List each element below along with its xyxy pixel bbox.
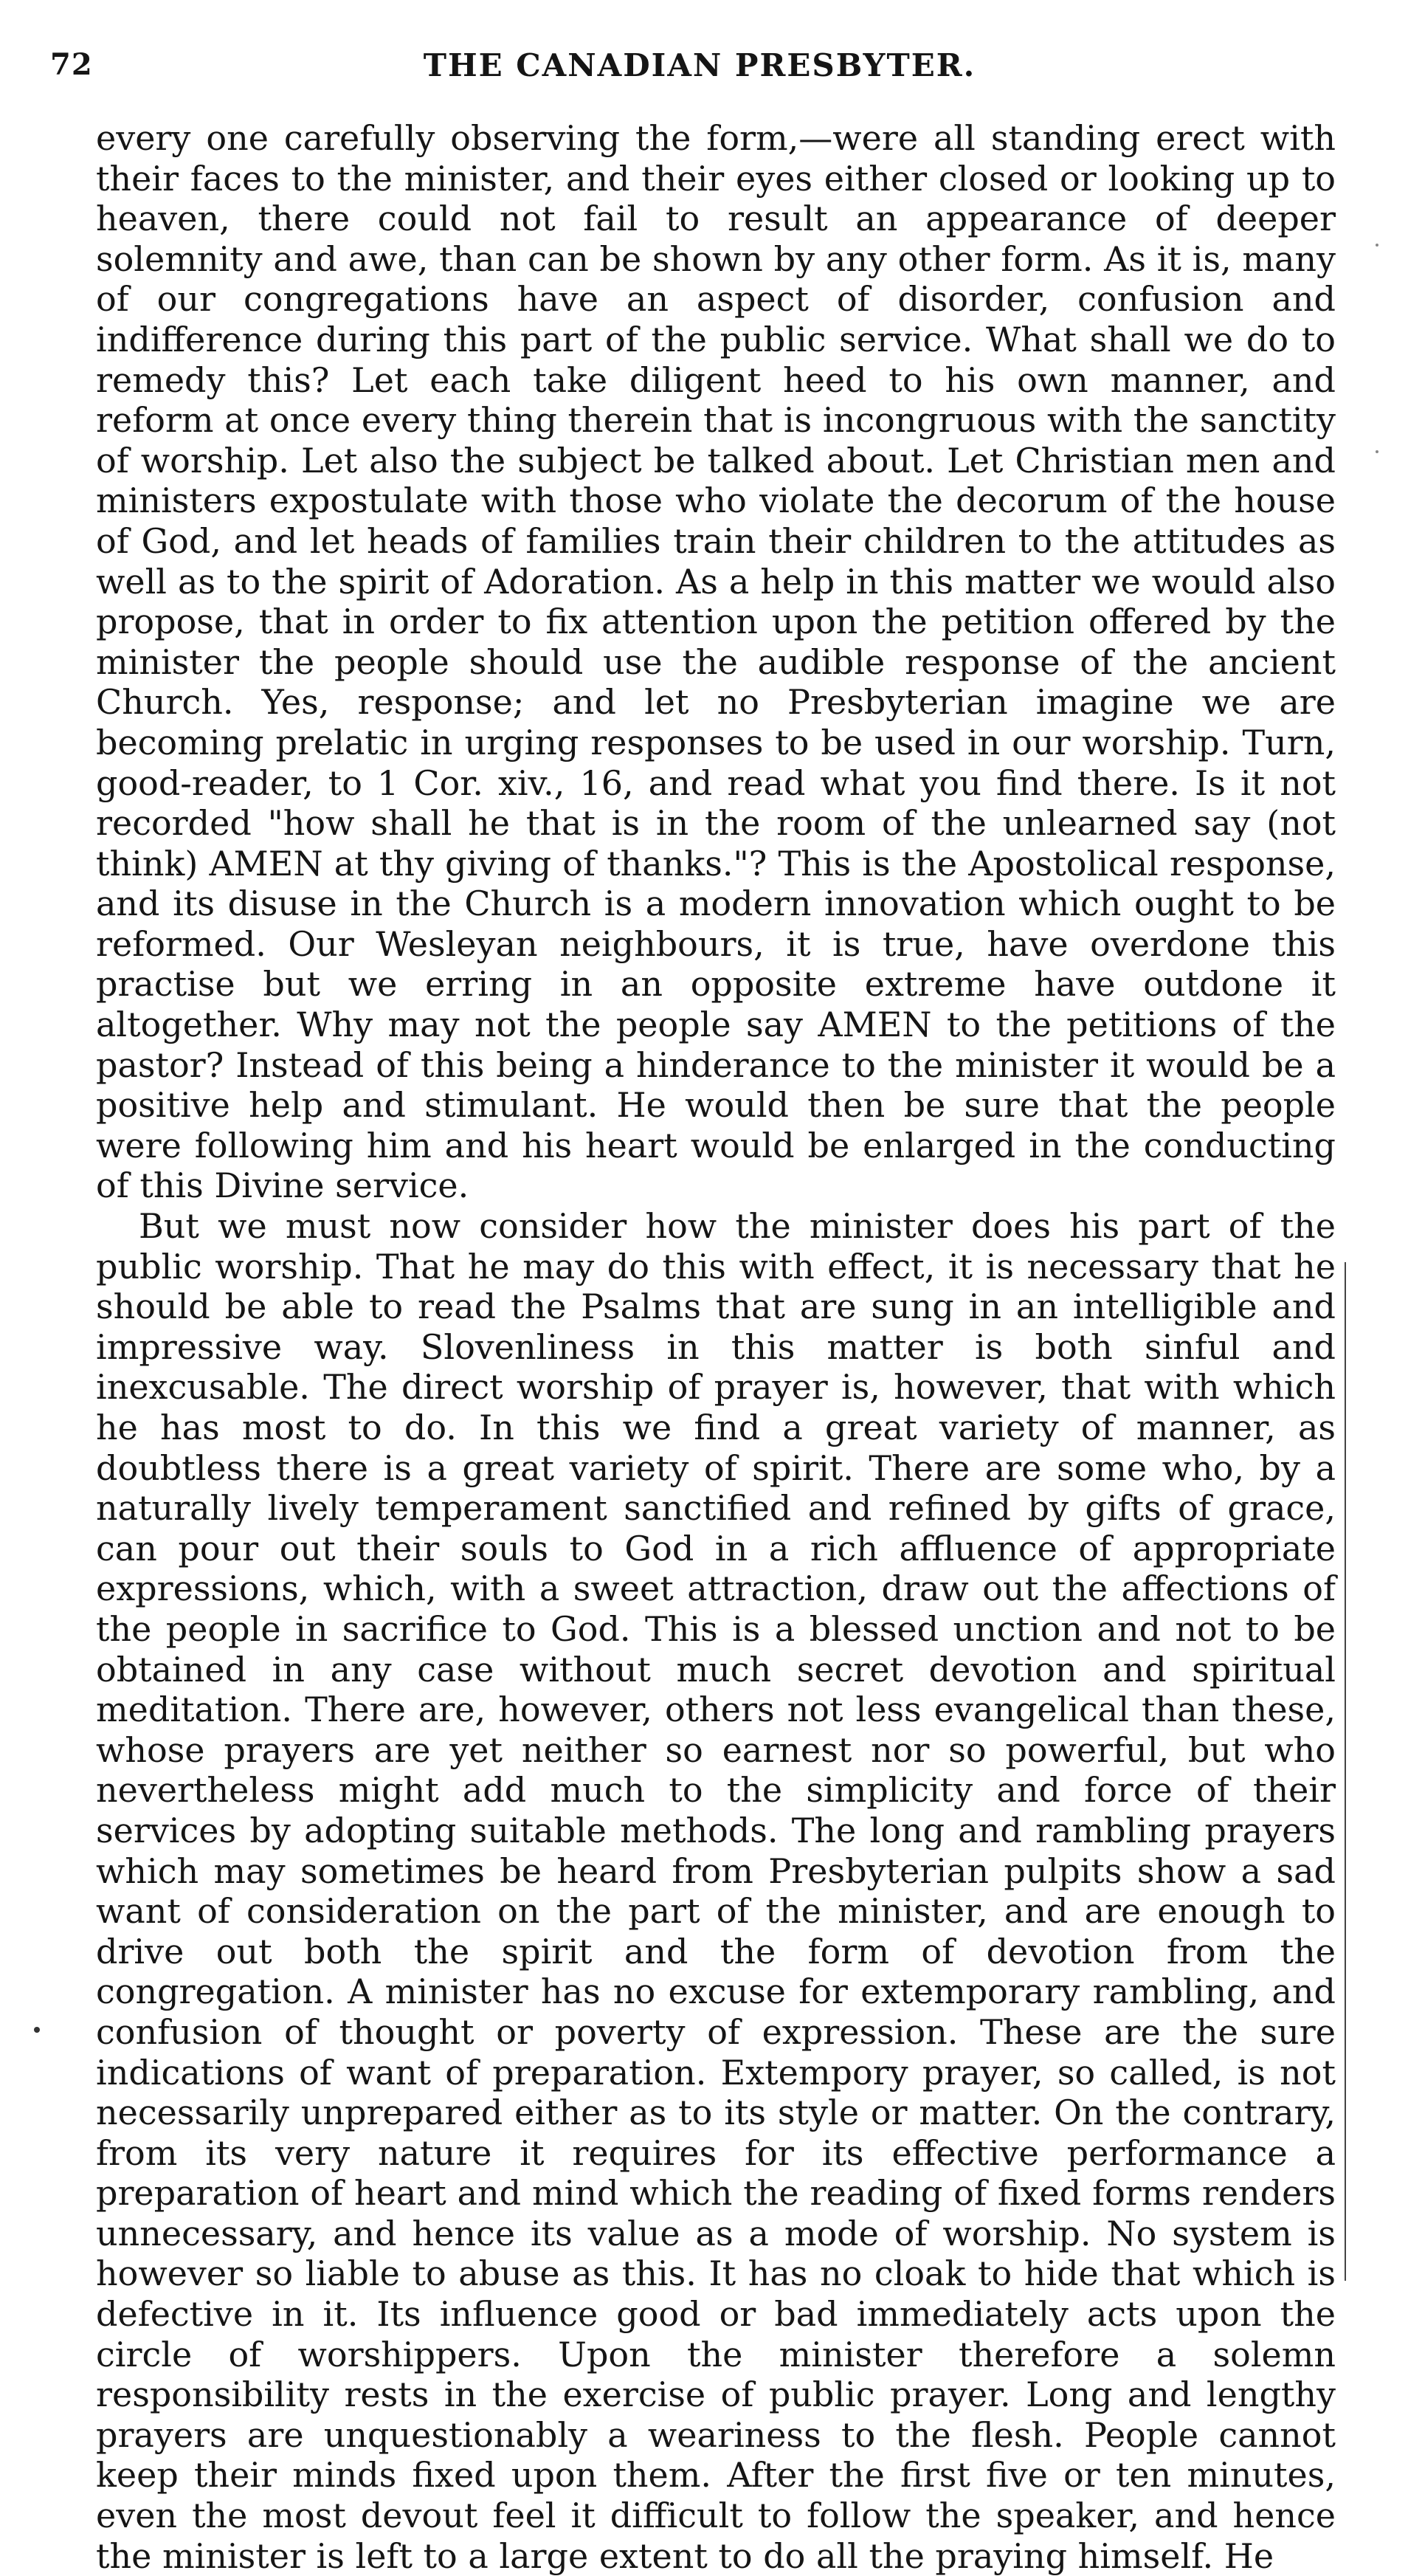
margin-speck — [1376, 450, 1378, 453]
article-body — [96, 118, 1336, 2576]
page-header — [50, 47, 1349, 99]
paragraph-minister-worship: But we must now consider how the minister does his part of the public worship. That he may do this with effect, it is necessary that he should be able to read the Psalms that are sung in an intelligible and impressive way. Slovenliness in this matter is both sinful and inexcusable. The direct worship of prayer is, however, that with which he has most to do. In this we find a great variety of manner, as doubtless there is a great variety of spirit. There are some who, by a naturally lively temperament sanctified and refined by gifts of grace, can pour out their souls to God in a rich affluence of appropriate expressions, which, with a sweet attraction, draw out the affections of the people in sacrifice to God. This is a blessed unction and not to be obtained in any case without much secret devotion and spiritual meditation. There are, however, others not less evangelical than these, whose prayers are yet neither so earnest nor so powerful, but who nevertheless might add much to the simplicity and force of their services by adopting suitable methods. The long and rambling prayers which may sometimes be heard from Presbyterian pulpits show a sad want of consideration on the part of the minister, and are enough to drive out both the spirit and the form of devotion from the congregation. A minister has no excuse for extemporary rambling, and confusion of thought or poverty of expression. These are the sure indications of want of preparation. Extempory prayer, so called, is not necessarily unprepared either as to its style or matter. On the contrary, from its very nature it requires for its effective performance a preparation of heart and mind which the reading of fixed forms renders unnecessary, and hence its value as a mode of worship. No system is however so liable to abuse as this. It has no cloak to hide that which is defective in it. Its influence good or bad immediately acts upon the circle of worshippers. Upon the minister therefore a solemn responsibility rests in the exercise of public prayer. Long and lengthy prayers are unquestionably a weariness to the flesh. People cannot keep their minds fixed upon them. After the first five or ten minutes, even the most devout feel it difficult to follow the speaker, and hence the minister is left to a large extent to do all the praying himself. He — [96, 1206, 1336, 2576]
page-number: 72 — [50, 47, 93, 82]
margin-rule — [1345, 1262, 1346, 2281]
running-title: THE CANADIAN PRESBYTER. — [423, 47, 976, 83]
paragraph-continuation: every one carefully observing the form,—were all standing erect with their faces to the minister, and their eyes either closed or looking up to heaven, there could not fail to result an appearance of deeper solemnity and awe, than can be shown by any other form. As it is, many of our congregations have an aspect of disorder, confusion and indifference during this part of the public service. What shall we do to remedy this? Let each take diligent heed to his own manner, and reform at once every thing therein that is incongruous with the sanctity of worship. Let also the subject be talked about. Let Christian men and ministers expostulate with those who violate the decorum of the house of God, and let heads of families train their children to the attitudes as well as to the spirit of Adoration. As a help in this matter we would also propose, that in order to fix attention upon the petition offered by the minister the people should use the audible response of the ancient Church. Yes, response; and let no Presbyterian imagine we are becoming prelatic in urging responses to be used in our worship. Turn, good-reader, to 1 Cor. xiv., 16, and read what you find there. Is it not recorded "how shall he that is in the room of the unlearned say (not think) AMEN at thy giving of thanks."? This is the Apostolical response, and its disuse in the Church is a modern innovation which ought to be reformed. Our Wesleyan neighbours, it is true, have overdone this practise but we erring in an opposite extreme have outdone it altogether. Why may not the people say AMEN to the petitions of the pastor? Instead of this being a hinderance to the minister it would be a positive help and stimulant. He would then be sure that the people were following him and his heart would be enlarged in the conducting of this Divine service. — [96, 118, 1336, 1206]
stray-ink-mark — [34, 2027, 40, 2033]
margin-speck — [1376, 244, 1378, 247]
